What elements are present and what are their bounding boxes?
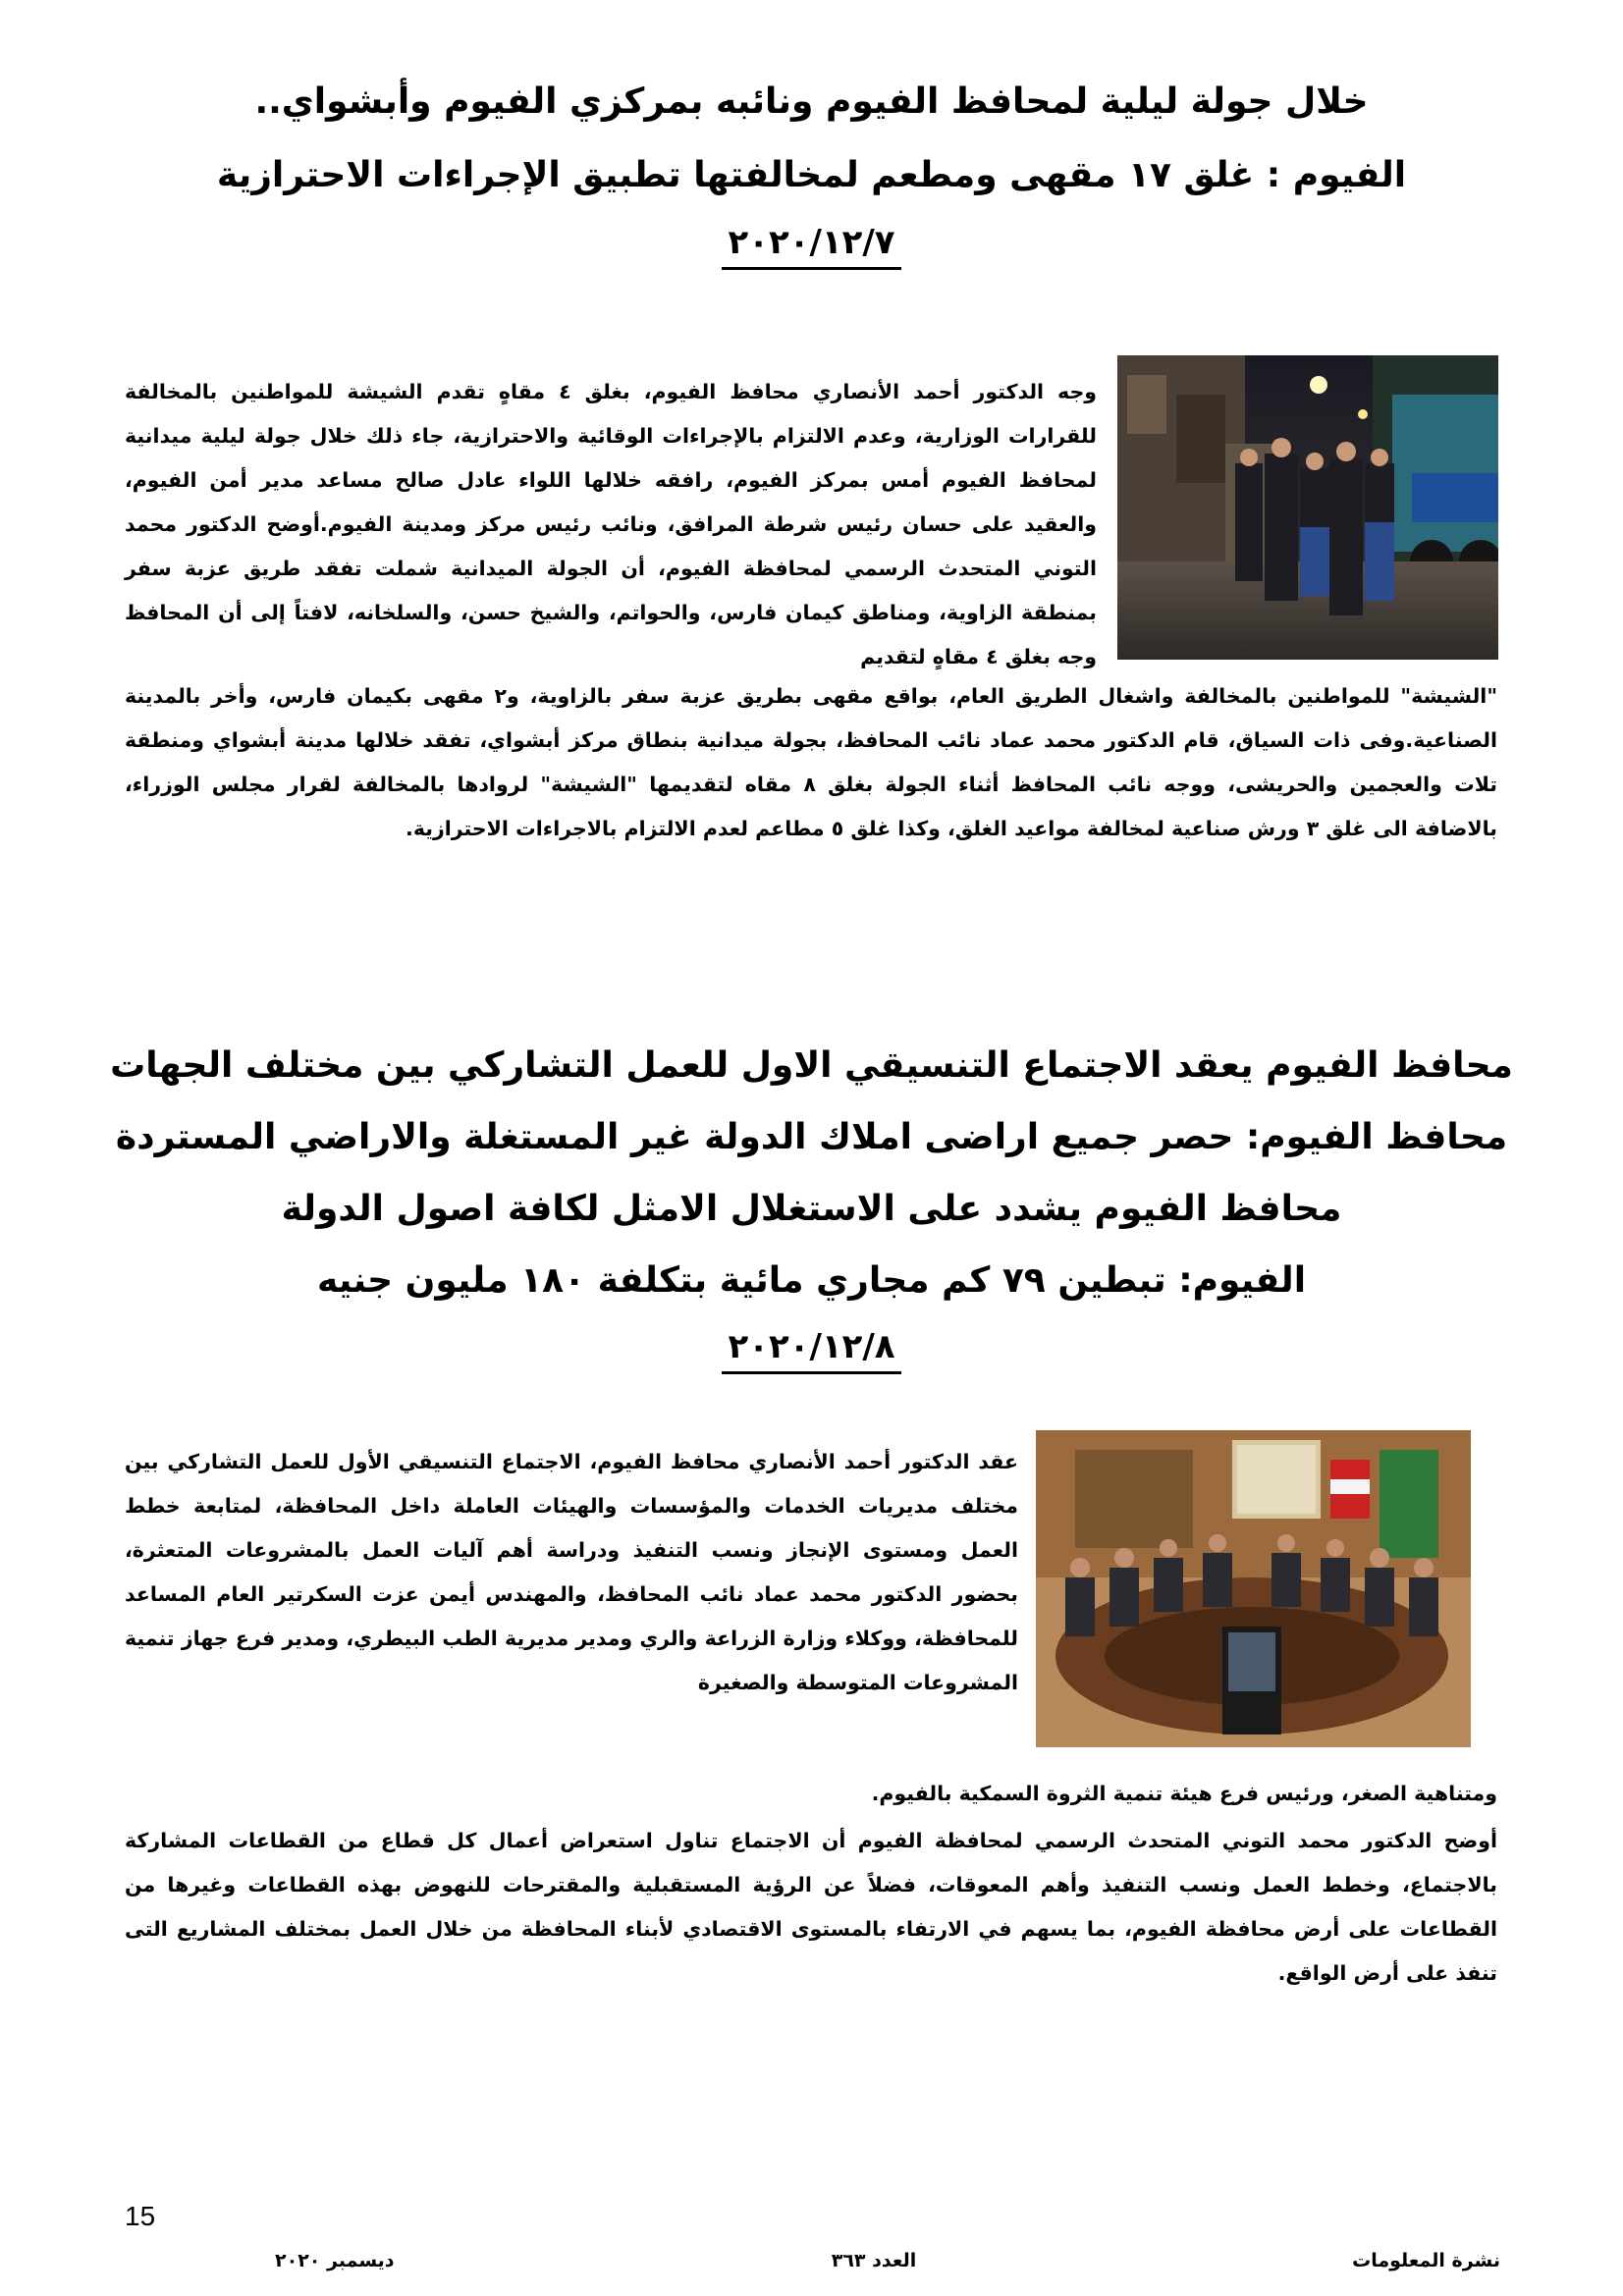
- footer-issue: العدد ٣٦٣: [831, 2250, 917, 2271]
- article1-headline-line1: خلال جولة ليلية لمحافظ الفيوم ونائبه بمركزي الفيوم وأبشواي..: [254, 81, 1369, 122]
- article2-photo: [1036, 1430, 1471, 1747]
- article2-headline-line4: الفيوم: تبطين ٧٩ كم مجاري مائية بتكلفة ١٨٠ مليون جنيه: [316, 1260, 1307, 1301]
- article1-date-text: ٢٠٢٠/١٢/٧: [722, 222, 900, 270]
- article1-paragraph-full: "الشيشة" للمواطنين بالمخالفة واشغال الطريق العام، بواقع مقهى بطريق عزبة سفر بالزاوية، و٢ مقهى بكيمان فارس، وأخر بالمدينة الصناعية.وفى ذات السياق، قام الدكتور محمد عماد نائب المحافظ، بجولة ميدانية بنطاق مركز أبشواي، تفقد خلالها مدينة أبشواي ومنطقة تلات والعجمين والحريشى، ووجه نائب المحافظ أثناء الجولة بغلق ٨ مقاه لتقديمها "الشيشة" لروادها بالمخالفة لقرار مجلس الوزراء، بالاضافة الى غلق ٣ ورش صناعية لمخالفة مواعيد الغلق، وكذا غلق ٥ مطاعم لعدم الالتزام بالاجراءات الاحترازية.: [125, 684, 1498, 840]
- article1-paragraph-beside-photo: وجه الدكتور أحمد الأنصاري محافظ الفيوم، بغلق ٤ مقاهٍ تقدم الشيشة للمواطنين بالمخالفة للقرارات الوزارية، وعدم الالتزام بالإجراءات الوقائية والاحترازية، جاء ذلك خلال جولة ليلية ميدانية لمحافظ الفيوم أمس بمركز الفيوم، رافقه خلالها اللواء عادل صالح مساعد مدير أمن الفيوم، والعقيد على حسان رئيس شرطة المرافق، ونائب رئيس مركز ومدينة الفيوم.أوضح الدكتور محمد التوني المتحدث الرسمي لمحافظة الفيوم، أن الجولة الميدانية شملت تفقد طريق عزبة سفر بمنطقة الزاوية، ومناطق كيمان فارس، والحواتم، والشيخ حسن، والسلخانه، لافتاً إلى أن المحافظ وجه بغلق ٤ مقاهٍ لتقديم: [125, 380, 1097, 668]
- article2-paragraph-full: أوضح الدكتور محمد التوني المتحدث الرسمي لمحافظة الفيوم أن الاجتماع تناول استعراض أعمال كل قطاع من القطاعات المشاركة بالاجتماع، وخطط العمل ونسب التنفيذ وأهم المعوقات، فضلاً عن الرؤية المستقبلية والمقترحات للنهوض بهذه القطاعات وغيرها من القطاعات على أرض محافظة الفيوم، بما يسهم في الارتفاء بالمستوى الاقتصادي لأبناء المحافظة من خلال العمل بمختلف المشاريع التى تنفذ على أرض الواقع.: [125, 1829, 1497, 1985]
- article2-date: [0, 1326, 1623, 1374]
- article1-date: [0, 222, 1623, 270]
- article2-headline-line2: محافظ الفيوم: حصر جميع اراضى املاك الدولة غير المستغلة والاراضي المستردة: [115, 1117, 1508, 1157]
- article1-photo: [1117, 355, 1498, 660]
- footer-month: ديسمبر ٢٠٢٠: [275, 2250, 395, 2271]
- article2-headline-line1: محافظ الفيوم يعقد الاجتماع التنسيقي الاول للعمل التشاركي بين مختلف الجهات: [110, 1045, 1513, 1086]
- article2-date-text: ٢٠٢٠/١٢/٨: [722, 1326, 900, 1374]
- article2-paragraph-after-photo: ومتناهية الصغر، ورئيس فرع هيئة تنمية الثروة السمكية بالفيوم.: [871, 1782, 1497, 1805]
- footer-publication: نشرة المعلومات: [1352, 2250, 1500, 2271]
- article1-headline-line2: الفيوم : غلق ١٧ مقهى ومطعم لمخالفتها تطبيق الإجراءات الاحترازية: [216, 155, 1407, 195]
- article2-paragraph-beside-photo: عقد الدكتور أحمد الأنصاري محافظ الفيوم، الاجتماع التنسيقي الأول للعمل التشاركي بين مختلف مديريات الخدمات والمؤسسات والهيئات العاملة داخل المحافظة، لمتابعة خطط العمل ومستوى الإنجاز ونسب التنفيذ ودراسة أهم آليات العمل بالمشروعات المتعثرة، بحضور الدكتور محمد عماد نائب المحافظ، والمهندس أيمن عزت السكرتير العام المساعد للمحافظة، ووكلاء وزارة الزراعة والري ومدير مديرية الطب البيطري، ومدير فرع جهاز تنمية المشروعات المتوسطة والصغيرة: [125, 1450, 1018, 1694]
- meeting-photo: [1036, 1430, 1471, 1747]
- page-number: 15: [125, 2201, 156, 2231]
- night-tour-photo: [1117, 355, 1498, 660]
- article2-headline-line3: محافظ الفيوم يشدد على الاستغلال الامثل لكافة اصول الدولة: [281, 1189, 1342, 1229]
